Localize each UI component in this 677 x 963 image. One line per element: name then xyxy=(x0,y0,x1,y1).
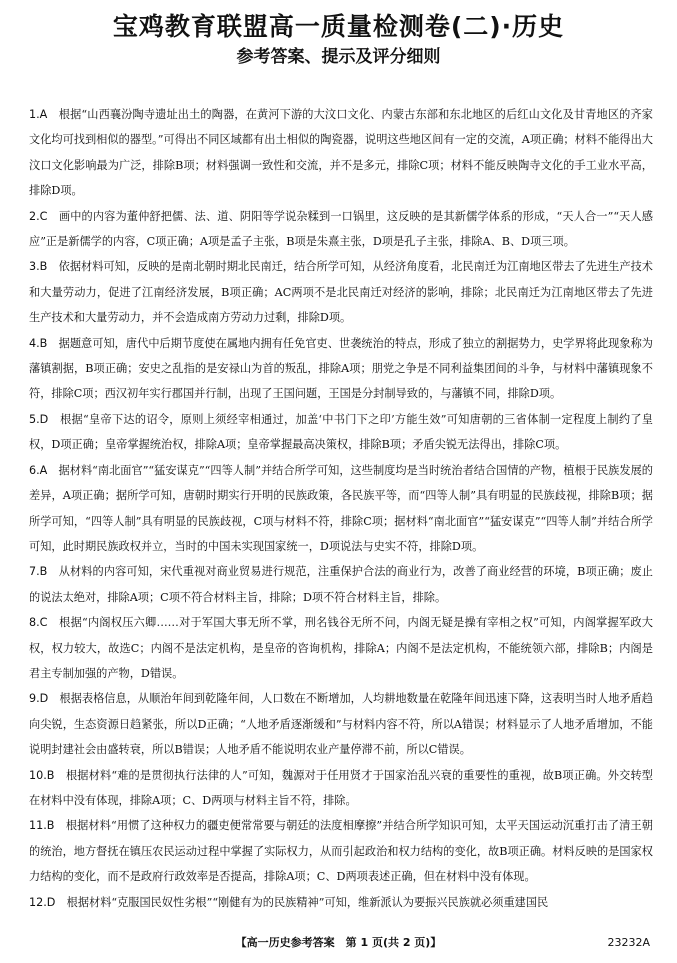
page-footer xyxy=(0,933,677,953)
answer-number: 3.B xyxy=(29,260,48,274)
answer-item-12 xyxy=(29,890,653,915)
answer-number: 5.D xyxy=(29,412,49,426)
answer-text: 根据“山西襄汾陶寺遗址出土的陶器，在黄河下游的大汶口文化、内蒙古东部和东北地区的后红山文化及甘青地区的齐家文化均可找到相似的器型。”可得出不同区域都有出土相似的陶瓷器，说明这些地区间有一定的交流，A项正确；材料不能得出大汶口文化影响最为广泛，排除B项；材料强调一致性和交流，并不是多元，排除C项；材料不能反映陶寺文化的手工业水平高，排除D项。 xyxy=(29,108,653,198)
answer-item-7 xyxy=(29,559,653,610)
answer-number: 6.A xyxy=(29,463,48,477)
footer-document-code: 23232A xyxy=(607,936,650,949)
answer-text: 依据材料可知，反映的是南北朝时期北民南迁，结合所学可知，从经济角度看，北民南迁为江南地区带去了先进生产技术和大量劳动力，促进了江南经济发展，B项正确；AC两项不是北民南迁对经济的影响，排除；北民南迁为江南地区带去了先进生产技术和大量劳动力，并不会造成南方劳动力过剩，排除D项。 xyxy=(29,260,653,325)
answer-number: 4.B xyxy=(29,336,48,350)
answer-number: 11.B xyxy=(29,819,55,833)
answer-item-6 xyxy=(29,458,653,560)
answer-number: 1.A xyxy=(29,108,48,121)
answer-text: 据题意可知，唐代中后期节度使在属地内拥有任免官吏、世袭统治的特点，形成了独立的割据势力，史学界将此现象称为藩镇割据，B项正确；安史之乱指的是安禄山为首的叛乱，排除A项；朋党之争是不同利益集团间的斗争，与材料中藩镇现象不符，排除C项；西汉初年实行郡国并行制，出现了王国问题，王国是分封制导致的，与藩镇不同，排除D项。 xyxy=(29,336,653,401)
page-title: 宝鸡教育联盟高一质量检测卷(二)·历史 xyxy=(112,12,565,41)
answer-number: 2.C xyxy=(29,209,48,223)
answer-number: 12.D xyxy=(29,895,56,909)
footer-page-info: 【高一历史参考答案 第 1 页(共 2 页)】 xyxy=(235,936,442,949)
answer-number: 8.C xyxy=(29,616,48,630)
answer-text: 画中的内容为董仲舒把儒、法、道、阴阳等学说杂糅到一口锅里，这反映的是其新儒学体系的形成，“天人合一”“天人感应”正是新儒学的内容，C项正确；A项是孟子主张，B项是朱熹主张，D项是孔子主张，排除A、B、D项三项。 xyxy=(29,209,653,249)
answer-item-5 xyxy=(29,407,653,458)
answer-item-10 xyxy=(29,763,653,814)
answer-number: 9.D xyxy=(29,692,49,706)
page-subtitle: 参考答案、提示及评分细则 xyxy=(236,47,441,67)
answer-item-3 xyxy=(29,254,653,330)
answer-text: 从材料的内容可知，宋代重视对商业贸易进行规范，注重保护合法的商业行为，改善了商业经营的环境，B项正确；废止的说法太绝对，排除A项；C项不符合材料主旨，排除；D项不符合材料主旨，排除。 xyxy=(29,565,653,604)
answer-item-8 xyxy=(29,610,653,686)
answer-item-4 xyxy=(29,331,653,407)
answer-text: 根据材料“用惯了这种权力的疆吏便常常要与朝廷的法度相摩擦”并结合所学知识可知，太平天国运动沉重打击了清王朝的统治，地方督抚在镇压农民运动过程中掌握了实际权力，从而引起政治和权力结构的变化，故B项正确。材料反映的是国家权力结构的变化，而不是政府行政效率是否提高，排除A项；C、D两项表述正确，但在材料中没有体现。 xyxy=(29,819,653,884)
answer-number: 7.B xyxy=(29,565,48,579)
answer-list xyxy=(29,102,653,915)
answer-item-1 xyxy=(29,102,653,204)
answer-text: 据材料“南北面官”“猛安谋克”“四等人制”并结合所学可知，这些制度均是当时统治者结合国情的产物，植根于民族发展的差异，A项正确；据所学可知，唐朝时期实行开明的民族政策，各民族平等，而“四等人制”具有明显的民族歧视，排除B项；据所学可知，“四等人制”具有明显的民族歧视，C项与材料不符，排除C项；据材料“南北面官”“猛安谋克”“四等人制”并结合所学可知，此时期民族政权并立，当时的中国未实现国家统一，D项说法与史实不符，排除D项。 xyxy=(29,463,653,553)
answer-text: 根据“内阁权压六卿……对于军国大事无所不掌，刑名钱谷无所不问，内阁无疑是操有宰相之权”可知，内阁掌握军政大权，权力较大，故选C；内阁不是法定机构，是皇帝的咨询机构，排除A；内阁不是法定机构，不能统领六部，排除B；内阁是君主专制加强的产物，D错误。 xyxy=(29,616,653,680)
answer-text: 根据“皇帝下达的诏令，原则上须经宰相通过，加盖‘中书门下之印’方能生效”可知唐朝的三省体制一定程度上制约了皇权，D项正确；皇帝掌握统治权，排除A项；皇帝掌握最高决策权，排除B项；矛盾尖锐无法得出，排除C项。 xyxy=(29,412,653,452)
answer-text: 根据表格信息，从顺治年间到乾隆年间，人口数在不断增加，人均耕地数量在乾隆年间迅速下降，这表明当时人地矛盾趋向尖锐，生态资源日趋紧张，所以D正确；“人地矛盾逐渐缓和”与材料内容不符，所以A错误；材料显示了人地矛盾增加，不能说明封建社会由盛转衰，所以B错误；人地矛盾不能说明农业产量停滞不前，所以C错误。 xyxy=(29,692,653,757)
answer-item-2 xyxy=(29,204,653,255)
answer-text: 根据材料“难的是贯彻执行法律的人”可知，魏源对于任用贤才于国家治乱兴衰的重要性的重视，故B项正确。外交转型在材料中没有体现，排除A项；C、D两项与材料主旨不符，排除。 xyxy=(29,768,653,807)
answer-item-11 xyxy=(29,813,653,889)
answer-number: 10.B xyxy=(29,768,55,782)
answer-item-9 xyxy=(29,686,653,762)
answer-text: 根据材料“克服国民奴性劣根”“刚健有为的民族精神”可知，维新派认为要振兴民族就必须重建国民 xyxy=(66,895,549,909)
